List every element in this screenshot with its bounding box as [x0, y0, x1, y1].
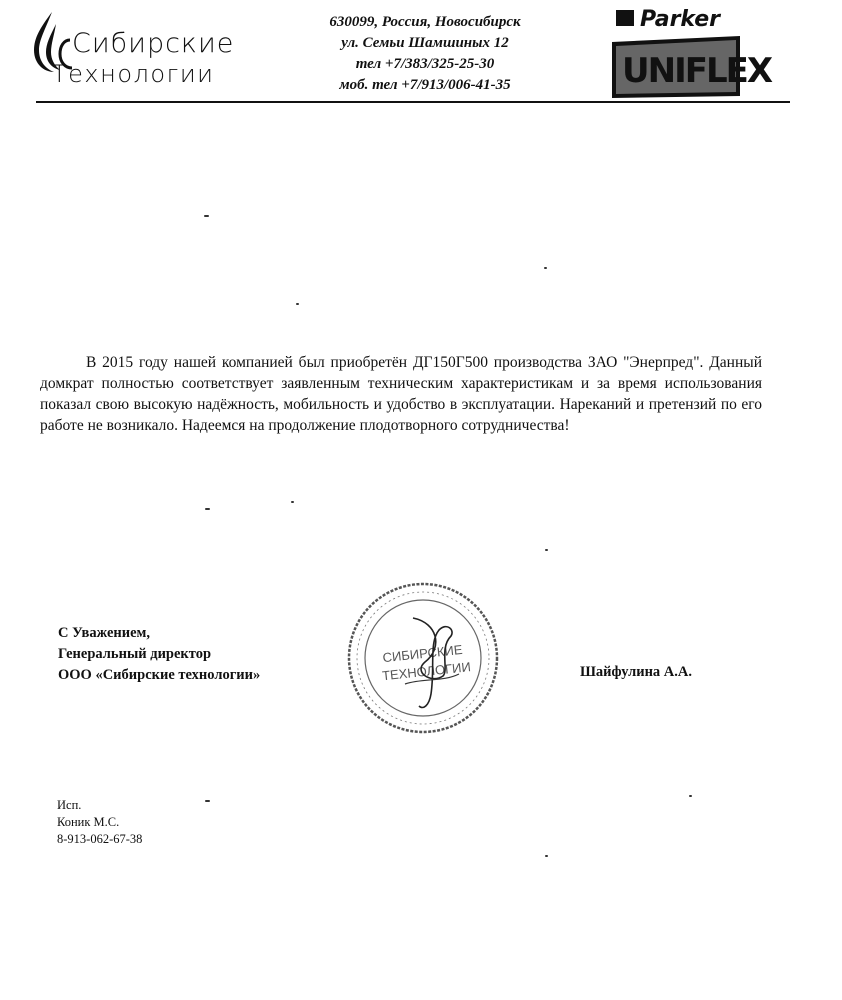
signer-name: Шайфулина А.А.: [580, 664, 692, 680]
scan-speck: [544, 267, 547, 269]
company-seal-stamp: [343, 578, 503, 738]
executor-block: [57, 797, 142, 848]
letter-body-text: В 2015 году нашей компанией был приобретён ДГ150Г500 производства ЗАО "Энерпред". Данный домкрат полностью соответствует заявленным техническим характеристикам и за время использования показал свою высокую надёжность, мобильность и удобство в эксплуатации. Нареканий и претензий по его работе не возникало. Надеемся на продолжение плодотворного сотрудничества!: [40, 354, 762, 434]
scan-speck: [204, 215, 209, 217]
scan-speck: [689, 795, 692, 797]
closing-regards: С Уважением,: [58, 625, 151, 641]
closing-company: ООО «Сибирские технологии»: [58, 667, 261, 683]
executor-phone: 8-913-062-67-38: [57, 832, 143, 846]
company-address: [300, 12, 550, 96]
scan-speck: [545, 549, 548, 551]
address-city: 630099, Россия, Новосибирск: [329, 14, 521, 30]
stamp-line1: СИБИРСКИЕ: [381, 641, 464, 666]
svg-text:UNIFLEX: UNIFLEX: [622, 51, 772, 91]
scan-speck: [545, 855, 548, 857]
scan-speck: [291, 501, 294, 503]
executor-name: Коник М.С.: [57, 815, 120, 829]
scan-speck: [205, 800, 210, 802]
company-logo-line2: Технологии: [52, 60, 215, 88]
header-divider: [36, 101, 790, 103]
svg-text:Parker: Parker: [640, 7, 721, 32]
scan-speck: [296, 303, 299, 305]
address-phone: тел +7/383/325-25-30: [355, 56, 495, 72]
closing-position: Генеральный директор: [58, 646, 212, 662]
letter-body: [40, 352, 762, 436]
scan-speck: [205, 508, 210, 510]
parker-uniflex-logo: [610, 6, 772, 102]
stamp-line2: ТЕХНОЛОГИИ: [381, 659, 472, 684]
address-street: ул. Семьи Шамшиных 12: [341, 35, 509, 51]
executor-label: Исп.: [57, 798, 82, 812]
address-mobile: моб. тел +7/913/006-41-35: [339, 77, 511, 93]
closing-block: [58, 623, 260, 686]
company-logo-line1: Сибирские: [72, 28, 235, 59]
